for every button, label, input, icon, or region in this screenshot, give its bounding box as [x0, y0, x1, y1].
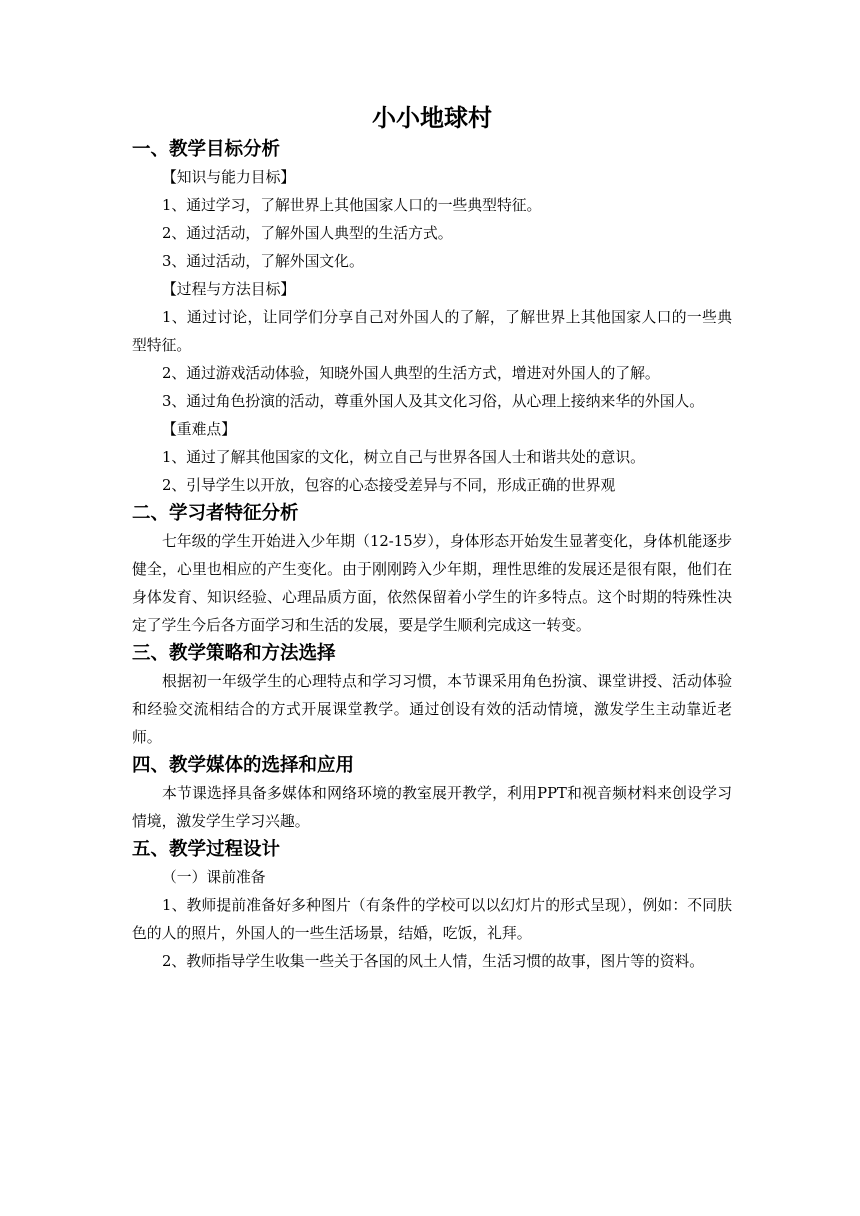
- subheading-process-method: 【过程与方法目标】: [162, 281, 296, 298]
- list-item: 3、通过活动，了解外国文化。: [162, 253, 364, 270]
- paragraph-strategy: 根据初一年级学生的心理特点和学习习惯，本节课采用角色扮演、课堂讲授、活动体验和经验交流相结合的方式开展课堂教学。通过创设有效的活动情境，激发学生主动靠近老师。: [132, 673, 732, 746]
- section-heading-process-design: 五、教学过程设计: [132, 839, 281, 860]
- subheading-key-difficult-points: 【重难点】: [162, 421, 236, 438]
- subheading-pre-class-preparation: （一）课前准备: [162, 869, 266, 886]
- section-heading-media: 四、教学媒体的选择和应用: [132, 755, 355, 776]
- list-item: 1、通过讨论，让同学们分享自己对外国人的了解，了解世界上其他国家人口的一些典型特征。: [132, 309, 732, 354]
- paragraph-media: 本节课选择具备多媒体和网络环境的教室展开教学，利用PPT和视音频材料来创设学习情境，激发学生学习兴趣。: [132, 785, 732, 830]
- list-item: 3、通过角色扮演的活动，尊重外国人及其文化习俗，从心理上接纳来华的外国人。: [162, 393, 705, 410]
- list-item: 1、通过学习，了解世界上其他国家人口的一些典型特征。: [162, 197, 542, 214]
- section-heading-objectives: 一、教学目标分析: [132, 139, 281, 160]
- document-body: [132, 100, 732, 976]
- list-item: 2、通过游戏活动体验，知晓外国人典型的生活方式，增进对外国人的了解。: [162, 365, 660, 382]
- section-heading-learner-analysis: 二、学习者特征分析: [132, 503, 299, 524]
- list-item: 2、通过活动，了解外国人典型的生活方式。: [162, 225, 453, 242]
- list-item: 1、通过了解其他国家的文化，树立自己与世界各国人士和谐共处的意识。: [162, 449, 645, 466]
- list-item: 2、引导学生以开放，包容的心态接受差异与不同，形成正确的世界观: [162, 477, 616, 494]
- subheading-knowledge-ability: 【知识与能力目标】: [162, 169, 296, 186]
- list-item: 1、教师提前准备好多种图片（有条件的学校可以以幻灯片的形式呈现），例如：不同肤色的人的照片，外国人的一些生活场景，结婚，吃饭，礼拜。: [132, 897, 732, 942]
- paragraph-learner-analysis: 七年级的学生开始进入少年期（12-15岁），身体形态开始发生显著变化，身体机能逐步健全，心里也相应的产生变化。由于刚刚跨入少年期，理性思维的发展还是很有限，他们在身体发育、知识经验、心理品质方面，依然保留着小学生的许多特点。这个时期的特殊性决定了学生今后各方面学习和生活的发展，要是学生顺利完成这一转变。: [132, 533, 732, 634]
- list-item: 2、教师指导学生收集一些关于各国的风土人情，生活习惯的故事，图片等的资料。: [162, 953, 705, 970]
- document-title: 小小地球村: [372, 104, 492, 132]
- section-heading-strategy: 三、教学策略和方法选择: [132, 643, 336, 664]
